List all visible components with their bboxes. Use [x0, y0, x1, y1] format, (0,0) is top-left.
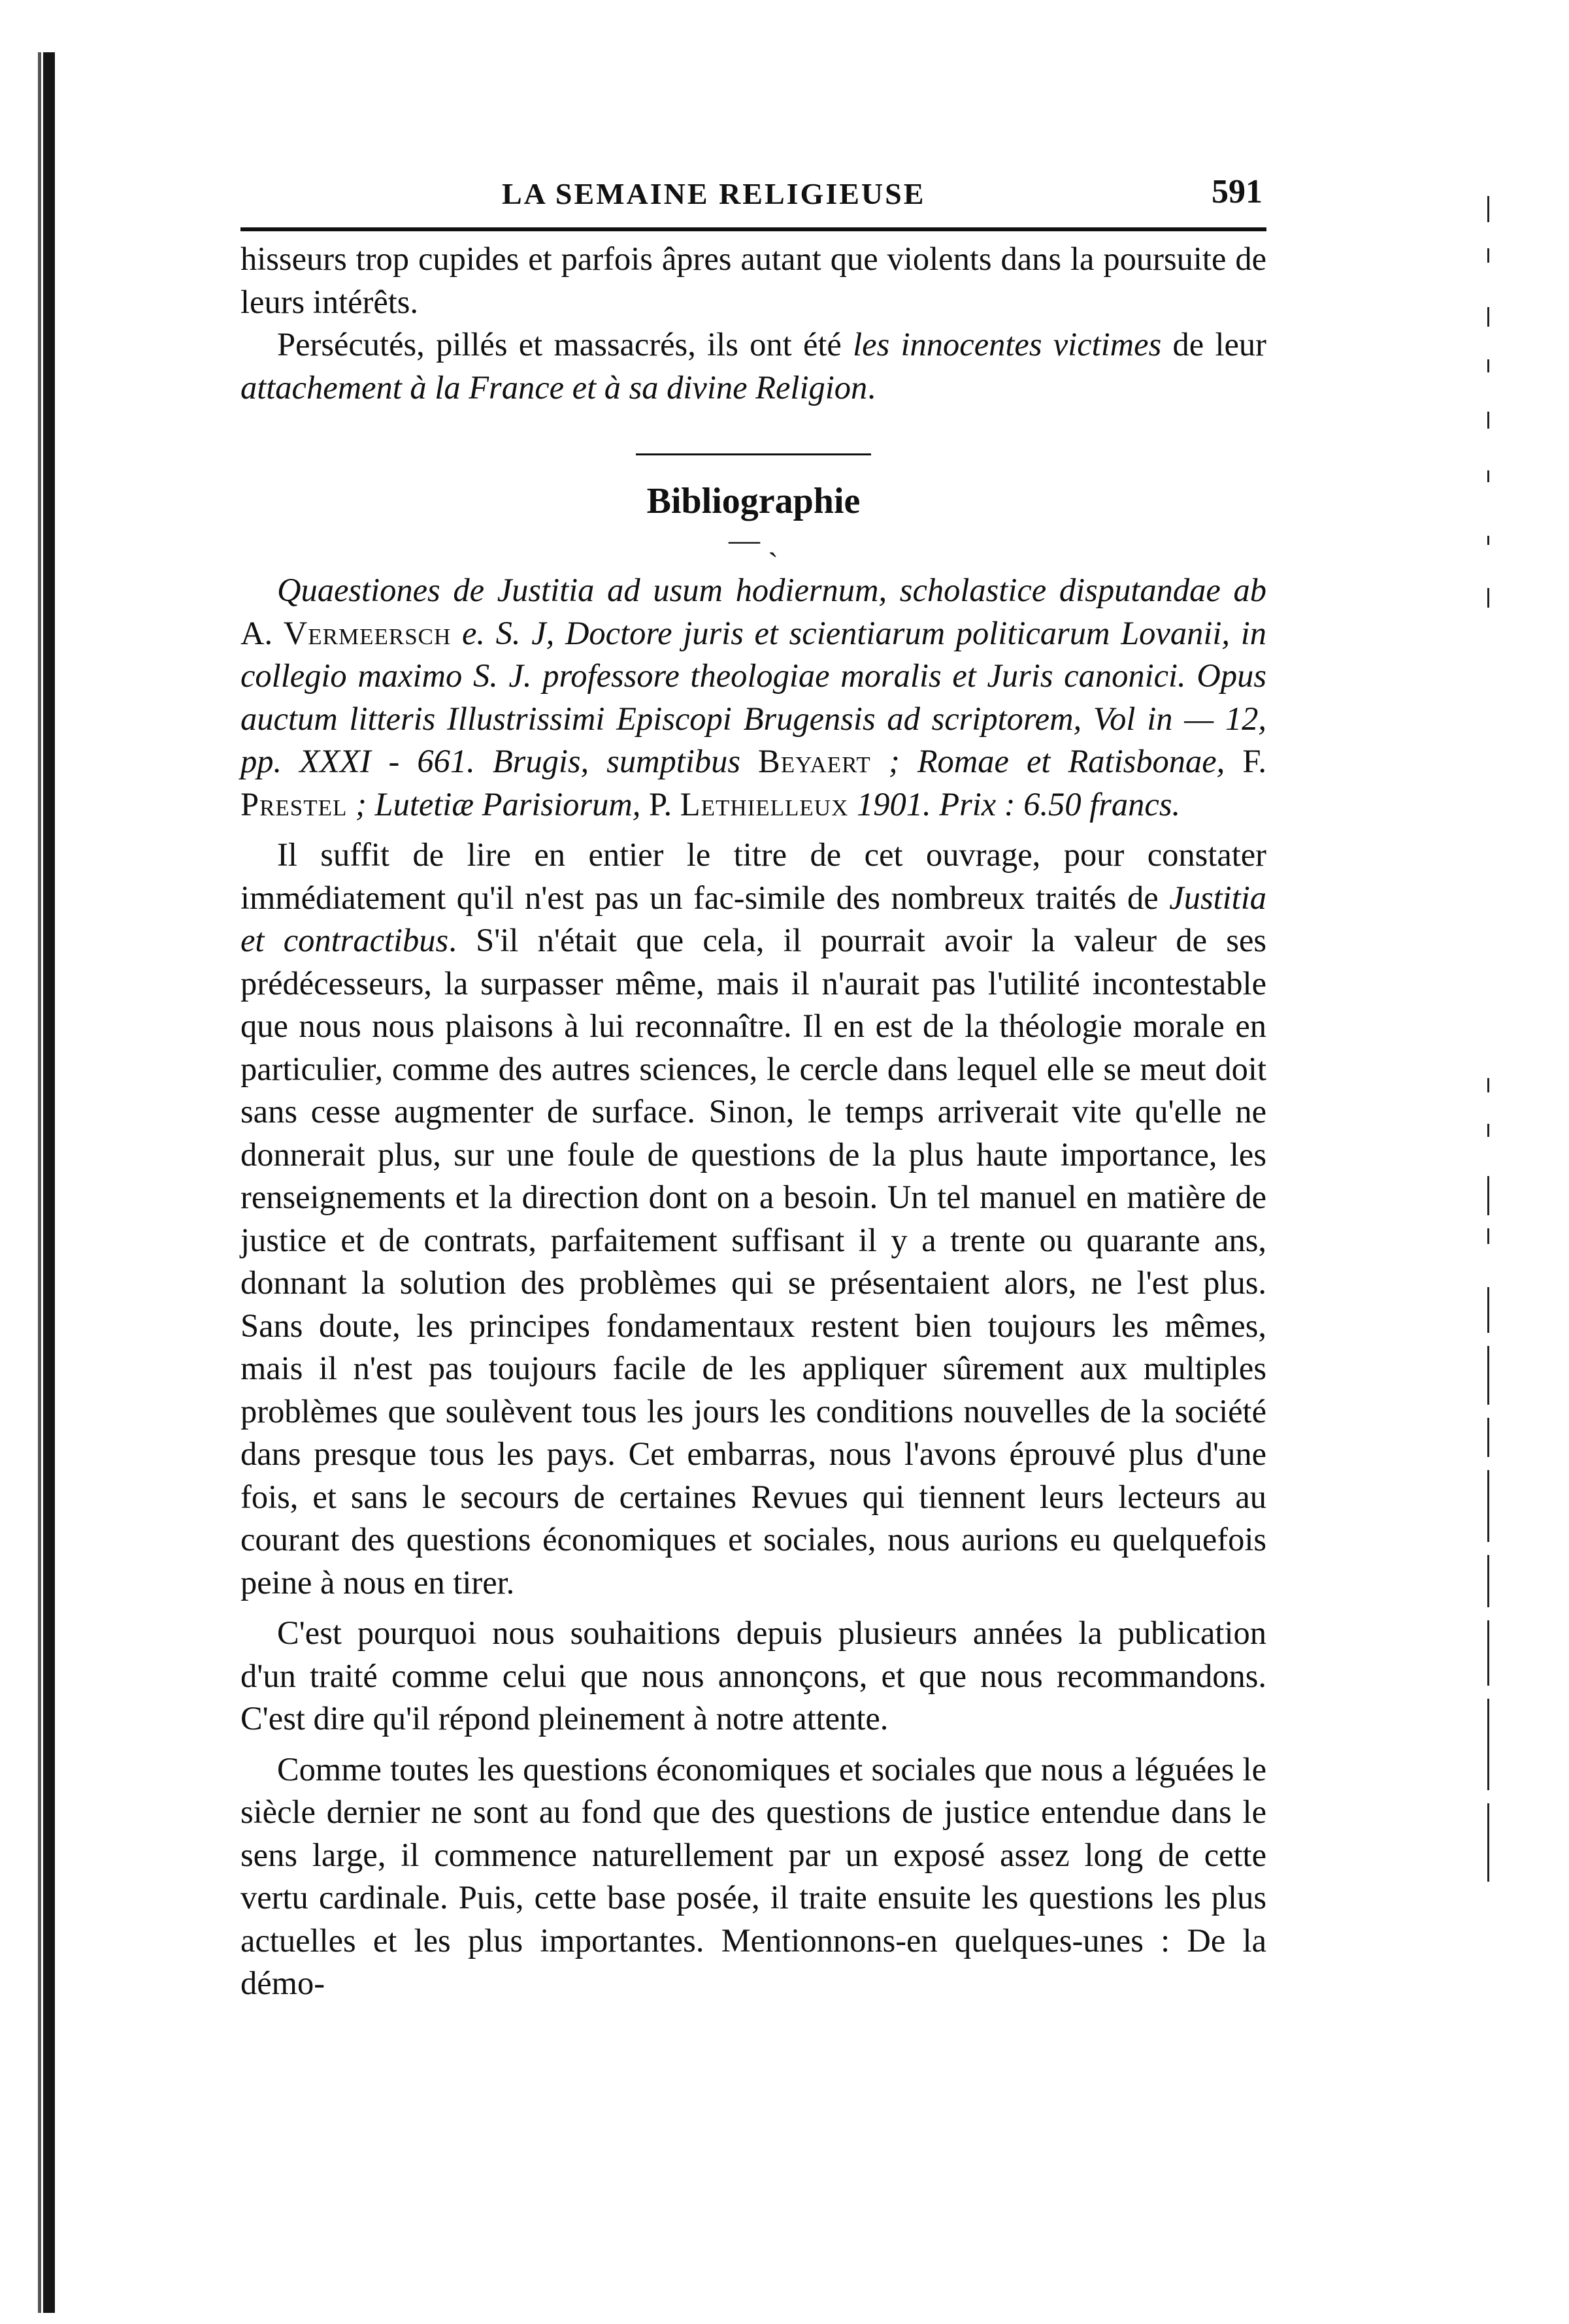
paragraph1-before: Il suffit de lire en entier le titre de cet ouvrage, pour constater immédiatement qu'il n'est pas un fac-simile des nombreux traités de: [240, 836, 1266, 916]
review-paragraph-2: [240, 1612, 1266, 1741]
paragraph1-emphasis: Justitia et contractibus: [240, 879, 1266, 958]
citation-part4: ; Lutetiæ Parisiorum,: [347, 785, 649, 823]
citation-publisher-2-initial: F.: [1242, 743, 1266, 779]
continued-paragraph: [240, 238, 1266, 323]
running-head: LA SEMAINE RELIGIEUSE: [502, 177, 926, 210]
margin-scan-marks: [1487, 196, 1494, 1895]
persecution-emphasis-attachment: attachement à la France et à sa divine Religion: [240, 368, 868, 406]
citation-author-name: Vermeersch: [283, 614, 452, 651]
paragraph2-text: C'est pourquoi nous souhaitions depuis plusieurs années la publication d'un traité comme celui que nous annonçons, et que nous recommandons. C'est dire qu'il répond pleinement à notre attente.: [240, 1614, 1266, 1737]
page-number: 591: [1212, 173, 1263, 210]
page-binding-shadow: [38, 52, 41, 2313]
book-citation: [240, 569, 1266, 826]
page-header: [240, 173, 1266, 231]
persecution-paragraph: [240, 323, 1266, 409]
citation-part5: 1901. Prix : 6.50 francs.: [848, 785, 1181, 823]
citation-part3: ; Romae et Ratisbonae,: [870, 743, 1243, 779]
persecution-end: .: [867, 368, 876, 406]
review-paragraph-3: [240, 1748, 1266, 2005]
persecution-middle: de leur: [1161, 326, 1266, 363]
citation-part1: Quaestiones de Justitia ad usum hodiernum, scholastice disputandae ab: [277, 572, 1266, 608]
continued-text: hisseurs trop cupides et parfois âpres autant que violents dans la poursuite de leurs intérêts.: [240, 240, 1266, 320]
citation-publisher-2: Prestel: [240, 785, 348, 823]
page-binding-edge: [43, 52, 55, 2313]
persecution-before: Persécutés, pillés et massacrés, ils ont été: [277, 326, 853, 363]
citation-publisher-3-initial: P.: [648, 785, 680, 823]
citation-publisher-3: Lethielleux: [680, 785, 849, 823]
paragraph3-text: Comme toutes les questions économiques et sociales que nous a léguées le siècle dernier ne sont au fond que des questions de justice entendue dans le sens large, il commence naturellement par un exposé assez long de cette vertu cardinale. Puis, cette base posée, il traite ensuite les questions les plus actuelles et les plus importantes. Mentionnons-en quelques-unes : De la démo-: [240, 1750, 1266, 2001]
heading-ornament: — ˏ: [729, 523, 778, 557]
citation-part2: e. S. J, Doctore juris et scientiarum politicarum Lovanii, in collegio maximo S. J. professore theologiae moralis et Juris canonici. Opus auctum litteris Illustrissimi Episcopi Brugensis ad scriptorem, Vol in — 12, pp. XXXI - 661. Brugis, sumptibus: [240, 614, 1266, 779]
citation-author-initial: A.: [240, 614, 284, 651]
book-page: [240, 173, 1267, 2005]
review-paragraph-1: [240, 834, 1266, 1604]
paragraph1-after: . S'il n'était que cela, il pourrait avoir la valeur de ses prédécesseurs, la surpasser même, mais il n'aurait pas l'utilité incontestable que nous nous plaisons à lui reconnaître. Il en est de la théologie morale en particulier, comme des autres sciences, le cercle dans lequel elle se meut doit sans cesse augmenter de surface. Sinon, le temps arriverait vite qu'elle ne donnerait plus, sur une foule de questions de la plus haute importance, les renseignements et la direction dont on a besoin. Un tel manuel en matière de justice et de contrats, parfaitement suffisant il y a trente ou quarante ans, donnant la solution des problèmes qui se présentaient alors, ne l'est plus. Sans doute, les principes fondamentaux restent bien toujours les mêmes, mais il n'est pas toujours facile de les appliquer sûrement aux multiples problèmes que soulèvent tous les jours les conditions nouvelles de la société dans presque tous les pays. Cet embarras, nous l'avons éprouvé plus d'une fois, et sans le secours de certaines Revues qui tiennent leurs lecteurs au courant des questions économiques et sociales, nous aurions eu quelquefois peine à nous en tirer.: [240, 922, 1267, 1601]
citation-publisher-1: Beyaert: [758, 743, 871, 779]
section-heading: Bibliographie: [646, 481, 861, 521]
section-divider: [636, 453, 871, 455]
persecution-emphasis-victims: les innocentes victimes: [853, 326, 1162, 363]
